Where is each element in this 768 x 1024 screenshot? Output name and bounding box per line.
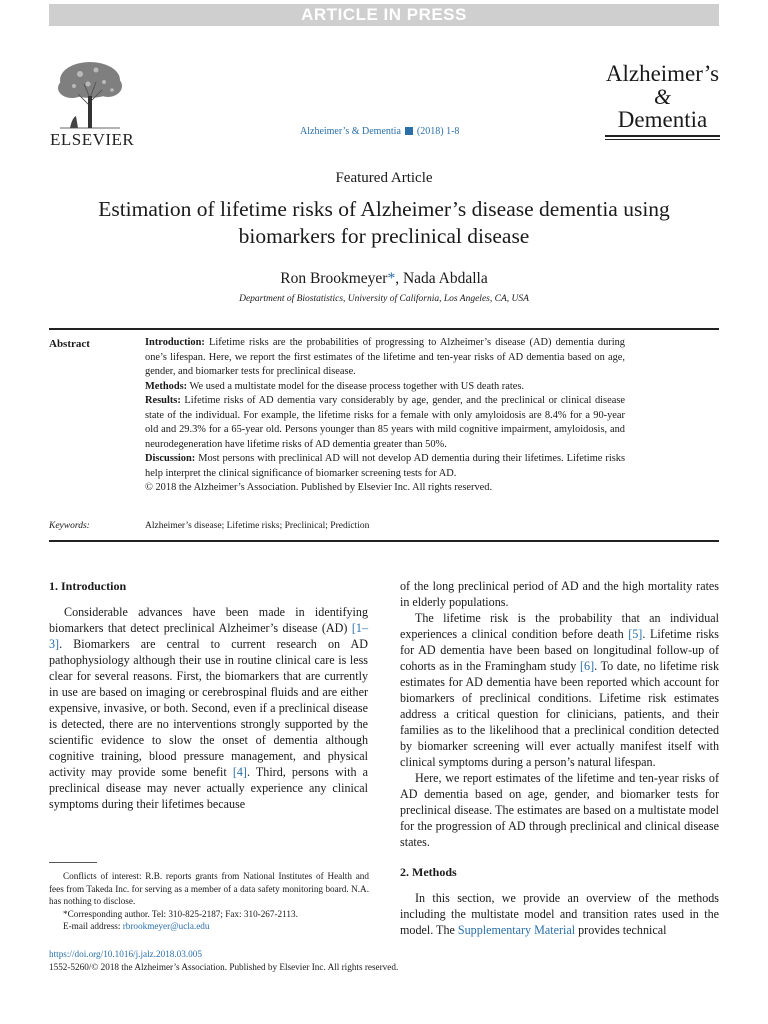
abstract-discussion-heading: Discussion: [145, 453, 196, 464]
abstract-methods: We used a multistate model for the disease process together with US death rates. [187, 380, 525, 392]
section-heading-methods: 2. Methods [400, 865, 457, 879]
author-name-rest: , Nada Abdalla [395, 270, 488, 287]
keywords-label: Keywords: [49, 521, 90, 531]
journal-logo-line3: Dementia [617, 107, 708, 132]
keywords-list: Alzheimer’s disease; Lifetime risks; Preclinical; Prediction [145, 521, 370, 531]
supplementary-material-link[interactable]: Supplementary Material [457, 923, 576, 937]
journal-logo-line1: Alzheimer’s [605, 61, 720, 86]
abstract-results: Lifetime risks of AD dementia vary considerably by age, gender, and the preclinical or clinical disease state of the individual. For example, the lifetime risks for a female with only amyloidosis are 8.4% for a 90-year old and 29.3% for a 65-year old. Persons younger than 85 years with mild cognitive impairment, amyloidosis, and neurodegeneration have lifetime risks of AD dementia greater than 50%. [145, 395, 625, 450]
article-in-press-banner: ARTICLE IN PRESS [49, 4, 719, 26]
journal-name[interactable]: Alzheimer’s & Dementia [300, 126, 401, 137]
elsevier-logo [50, 58, 135, 150]
paragraph: In this section, we provide an overview of the methods including the multistate model and transition rates used in the model. The Supplementary Material provides technical [400, 891, 719, 937]
abstract-body [145, 336, 625, 496]
paragraph: of the long preclinical period of AD and the high mortality rates in elderly populations. [400, 579, 719, 609]
journal-logo-rule-thin [605, 139, 720, 140]
author-list [0, 270, 768, 288]
author-name: Ron Brookmeyer [280, 270, 388, 287]
abstract-results-heading: Results: [145, 395, 181, 406]
issn-copyright: 1552-5260/© 2018 the Alzheimer’s Association. Published by Elsevier Inc. All rights reserved. [49, 962, 399, 972]
right-column [400, 578, 719, 938]
journal-logo-rule [605, 135, 720, 137]
section-label: Featured Article [335, 170, 433, 186]
elsevier-tree-icon [50, 58, 130, 130]
citation-link[interactable]: [5] [628, 627, 643, 641]
footnotes [49, 870, 369, 933]
email-link[interactable]: rbrookmeyer@ucla.edu [122, 921, 210, 931]
conflicts-footnote: Conflicts of interest: R.B. reports grants from National Institutes of Health and fees from Takeda Inc. for serving as a member of a data safety monitoring board. N.A. has nothing to disclose. [49, 871, 369, 906]
affiliation: Department of Biostatistics, University of California, Los Angeles, CA, USA [239, 294, 529, 304]
paragraph: The lifetime risk is the probability that an individual experiences a clinical condition before death [5]. Lifetime risks for AD dementia have been based on longitudinal follow-up of cohorts as in the Framingham study [6]. To date, no lifetime risk estimates for AD dementia have been reported which account for biomarkers of preclinical conditions. Lifetime risk estimates address a critical question for clinicians, patients, and their families as to the likelihood that a preclinical condition detected by biomarker screening will ever actually manifest itself with clinical symptoms during a person’s natural lifespan. [400, 611, 719, 769]
journal-reference[interactable] [300, 126, 459, 137]
citation-link[interactable]: [1–3] [49, 621, 368, 651]
paragraph: Considerable advances have been made in identifying biomarkers that detect preclinical Alzheimer’s disease (AD) [1–3]. Biomarkers are central to current research on AD pathophysiology although their use in routine clinical care is less clear for several reasons. First, the biomarkers that are currently in use are based on imaging or cerebrospinal fluids and are either expensive, invasive, or both. Second, even if a preclinical disease is detected, there are no interventions strongly supported by the scientific evidence to slow the onset of dementia although cognitive training, blood pressure management, and physical activity may provide some benefit [4]. Third, persons with a preclinical disease may never actually experience any clinical symptoms during their lifetimes because [49, 605, 368, 811]
abstract-discussion: Most persons with preclinical AD will not develop AD dementia during their lifetimes. Lifetime risks help interpret the clinical significance of biomarker screening tests for AD. [145, 453, 625, 479]
section-heading-introduction: 1. Introduction [49, 579, 127, 593]
article-title: Estimation of lifetime risks of Alzheimer’s disease dementia using biomarkers for preclinical disease [98, 197, 670, 248]
journal-logo [605, 62, 720, 140]
paragraph: Here, we report estimates of the lifetime and ten-year risks of AD dementia based on age, gender, and biomarker tests for preclinical disease. The estimates are based on a multistate model for the progression of AD through preclinical and clinical disease states. [400, 771, 719, 849]
square-icon [405, 127, 413, 135]
journal-issue: (2018) 1-8 [416, 126, 460, 137]
abstract-label: Abstract [49, 338, 90, 350]
divider [49, 540, 719, 542]
journal-logo-ampersand: & [653, 84, 672, 109]
footnote-divider [49, 862, 97, 863]
corresponding-author-link[interactable]: * [387, 270, 396, 287]
abstract-methods-heading: Methods: [145, 380, 188, 392]
abstract-intro-heading: Introduction: [145, 337, 205, 348]
citation-link[interactable]: [4] [232, 765, 247, 779]
left-column [49, 578, 368, 812]
citation-link[interactable]: [6] [580, 659, 595, 673]
abstract-intro: Lifetime risks are the probabilities of progressing to Alzheimer’s disease (AD) dementia during one’s lifespan. Here, we report the first estimates of the lifetime and ten-year risks of AD dementia based on age, gender, and biomarker tests for preclinical disease. [145, 337, 625, 377]
corresponding-author-footnote: *Corresponding author. Tel: 310-825-2187; Fax: 310-267-2113. [63, 908, 298, 919]
doi-link[interactable]: https://doi.org/10.1016/j.jalz.2018.03.005 [49, 949, 202, 959]
email-footnote: E-mail address: rbrookmeyer@ucla.edu [63, 921, 210, 931]
publisher-name: ELSEVIER [50, 130, 135, 149]
divider [49, 328, 719, 330]
abstract-copyright: © 2018 the Alzheimer’s Association. Published by Elsevier Inc. All rights reserved. [145, 482, 493, 493]
